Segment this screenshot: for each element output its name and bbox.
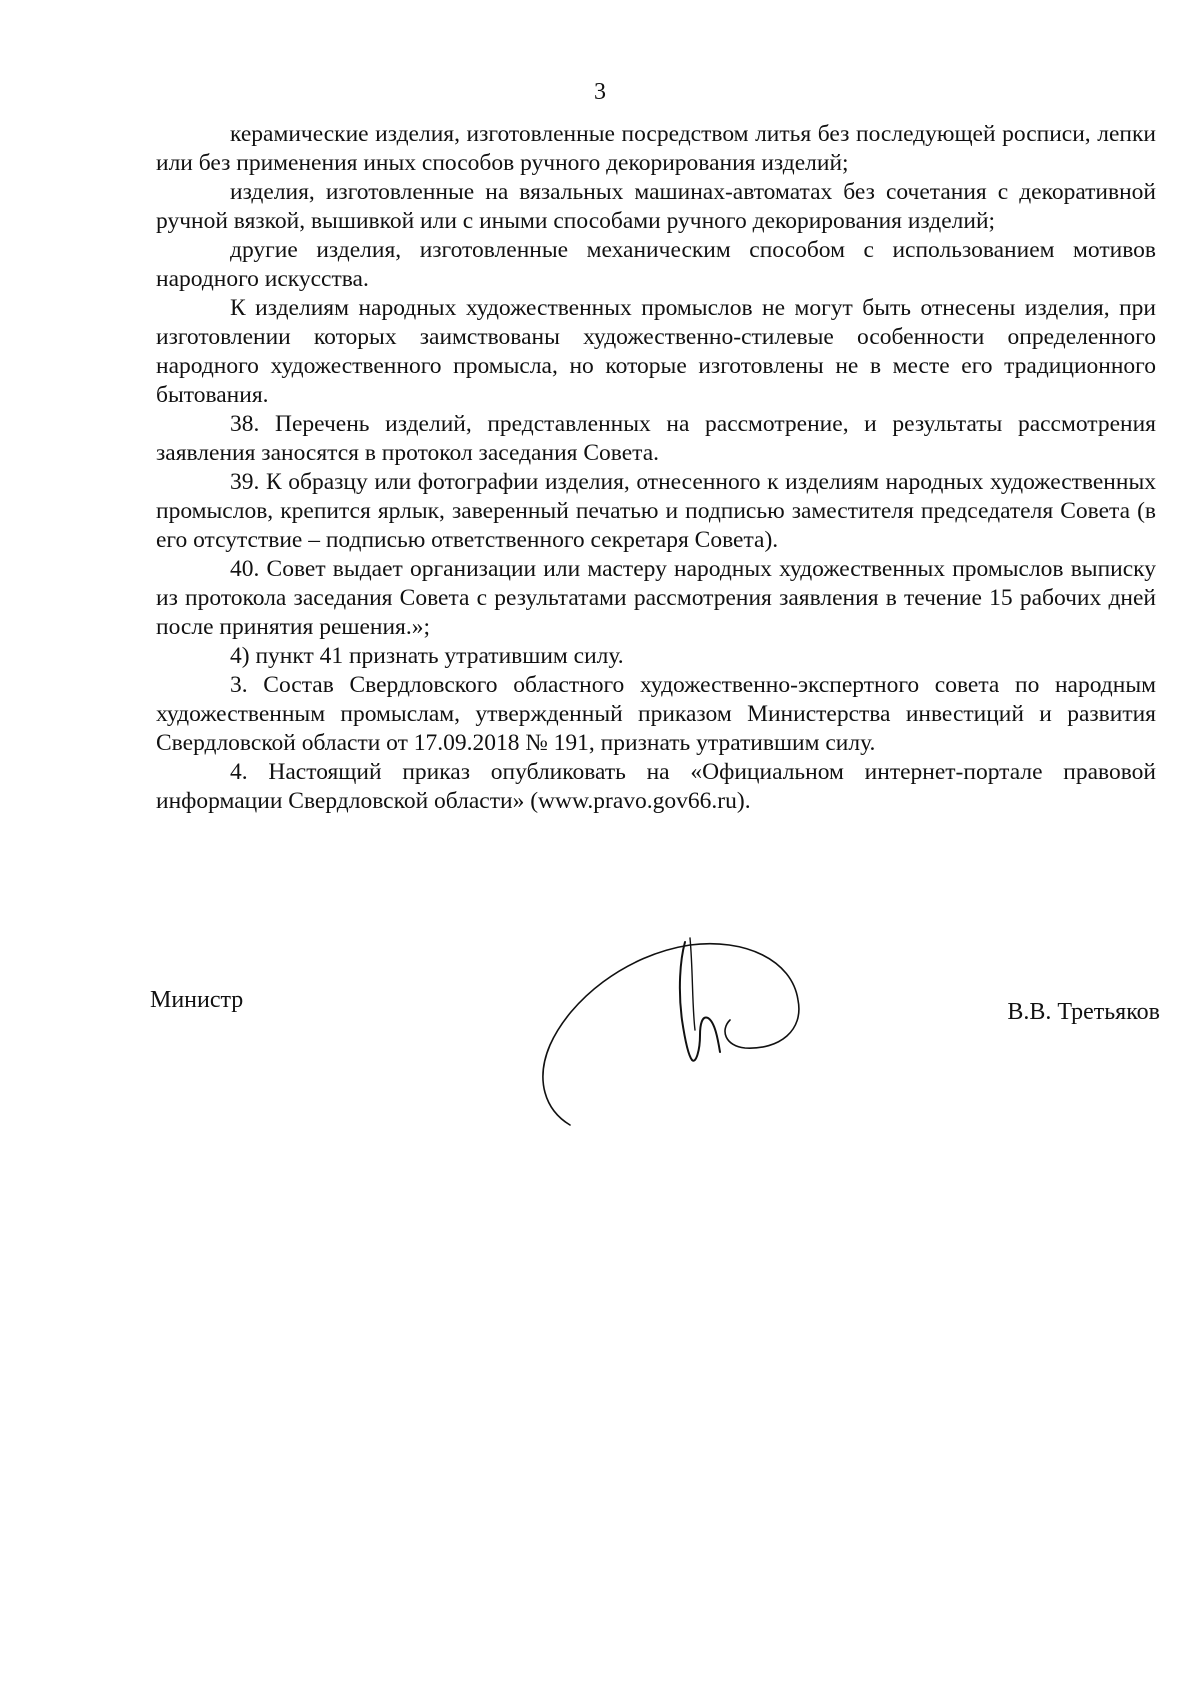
handwritten-signature (530, 930, 810, 1130)
paragraph: изделия, изготовленные на вязальных машинах-автоматах без сочетания с декоративной ручной вязкой, вышивкой или с иными способами ручного декорирования изделий; (156, 179, 1156, 234)
paragraph-item-39: 39. К образцу или фотографии изделия, отнесенного к изделиям народных художественных промыслов, крепится ярлык, заверенный печатью и подписью заместителя председателя Совета (в его отсутствие – подписью ответственного секретаря Совета). (156, 469, 1156, 553)
signer-title: Министр (150, 987, 244, 1013)
paragraph-item-3: 3. Состав Свердловского областного художественно-экспертного совета по народным художественным промыслам, утвержденный приказом Министерства инвестиций и развития Свердловской области от 17.09.2018 № 191, признать утратившим силу. (156, 672, 1156, 756)
paragraph-subitem-4: 4) пункт 41 признать утратившим силу. (230, 643, 624, 669)
paragraph-item-40: 40. Совет выдает организации или мастеру народных художественных промыслов выписку из протокола заседания Совета с результатами рассмотрения заявления в течение 15 рабочих дней после принятия решения.»; (156, 556, 1156, 640)
paragraph-item-4: 4. Настоящий приказ опубликовать на «Официальном интернет-портале правовой информации Свердловской области» (www.pravo.gov66.ru). (156, 759, 1156, 814)
signer-name: В.В. Третьяков (1007, 999, 1160, 1025)
paragraph: другие изделия, изготовленные механическим способом с использованием мотивов народного искусства. (156, 237, 1156, 292)
paragraph: К изделиям народных художественных промыслов не могут быть отнесены изделия, при изготовлении которых заимствованы художественно-стилевые особенности определенного народного художественного промысла, но которые изготовлены не в месте его традиционного бытования. (156, 295, 1156, 408)
paragraph: керамические изделия, изготовленные посредством литья без последующей росписи, лепки или без применения иных способов ручного декорирования изделий; (156, 121, 1156, 176)
page-number: 3 (594, 79, 606, 105)
document-body (156, 120, 1156, 816)
paragraph-item-38: 38. Перечень изделий, представленных на рассмотрение, и результаты рассмотрения заявления заносятся в протокол заседания Совета. (156, 411, 1156, 466)
